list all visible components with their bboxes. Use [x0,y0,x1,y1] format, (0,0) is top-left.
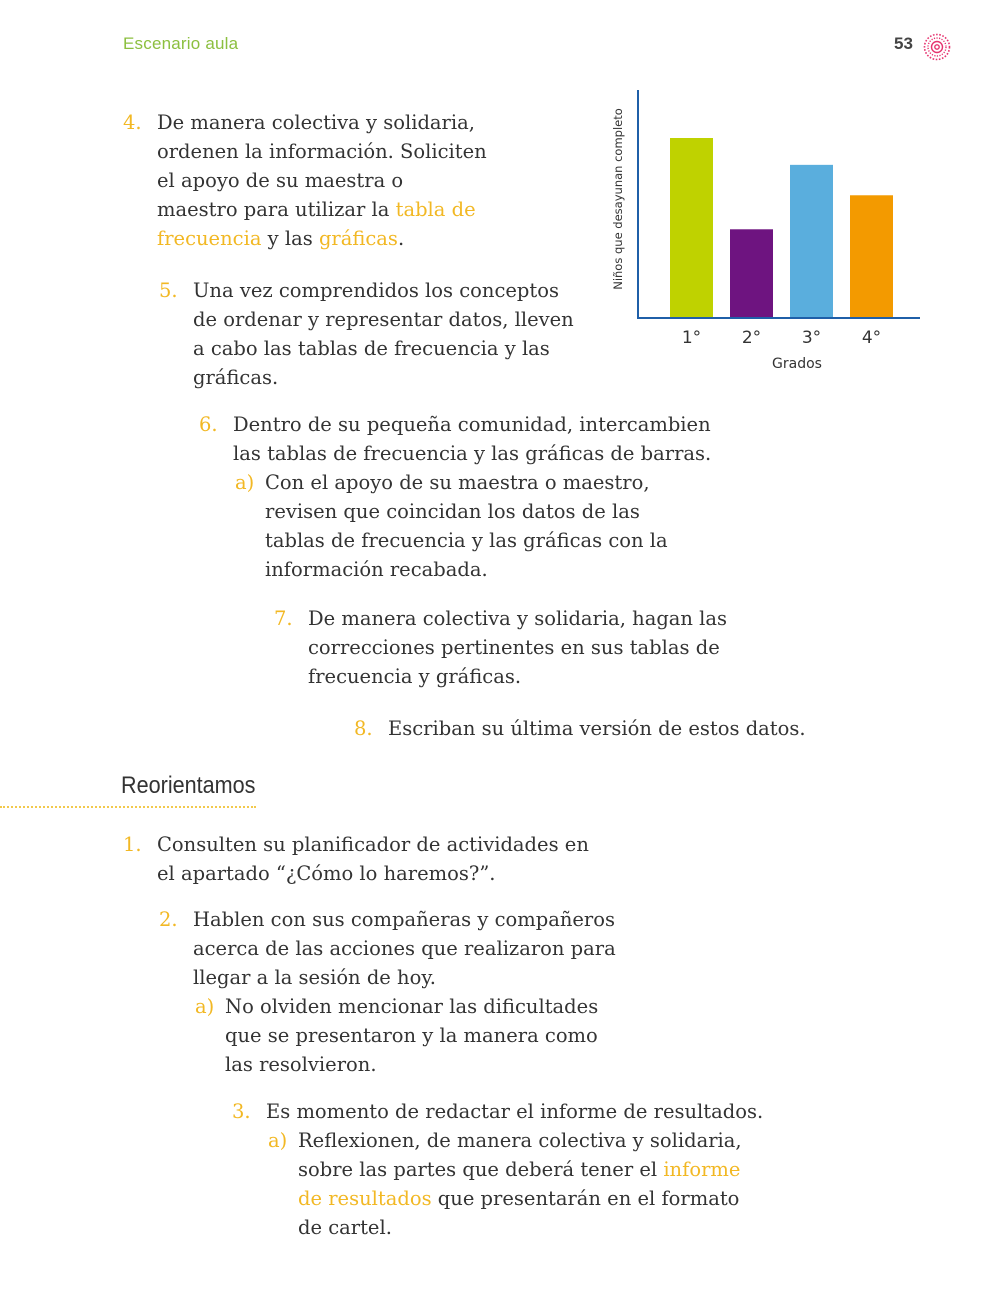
text-line: maestro para utilizar la tabla de [157,198,476,221]
text-line: de cartel. [298,1216,392,1239]
text-line: ordenen la información. Soliciten [157,140,487,163]
text-line: tablas de frecuencia y las gráficas con la [265,529,668,552]
text-line: Con el apoyo de su maestra o maestro, [265,471,650,494]
highlight-term: frecuencia [157,227,262,250]
x-tick-label: 2° [741,328,762,348]
substep-letter: a) [195,995,215,1018]
step-5 [159,276,574,392]
step-7 [274,604,727,691]
x-axis-label: Grados [772,356,822,372]
text-line: llegar a la sesión de hoy. [193,966,436,989]
text-line: Hablen con sus compañeras y compañeros [193,908,615,931]
step-number: 3. [232,1100,251,1123]
page-number: 53 [894,34,913,53]
text-line: frecuencia y gráficas. [308,665,522,688]
text-line: de ordenar y representar datos, lleven [193,308,574,331]
bar-3 [790,165,833,317]
text-line: Dentro de su pequeña comunidad, intercambien [233,413,711,436]
text-line: De manera colectiva y solidaria, [157,111,475,134]
text-line: gráficas. [193,366,279,389]
step-number: 5. [159,279,178,302]
step-8 [354,714,806,743]
text-line: Una vez comprendidos los conceptos [193,279,559,302]
section-divider [0,806,256,808]
step-number: 2. [159,908,178,931]
highlight-term: de resultados [298,1187,432,1210]
text-line: Es momento de redactar el informe de resultados. [266,1100,764,1123]
bar-1 [670,138,713,317]
text-line: Consulten su planificador de actividades en [157,833,589,856]
text-line: acerca de las acciones que realizaron para [193,937,616,960]
bar-4 [850,195,893,317]
reorient-step-2a [195,992,598,1079]
substep-letter: a) [268,1129,288,1152]
step-number: 7. [274,607,293,630]
step-6a [235,468,668,584]
text-line: No olviden mencionar las dificultades [225,995,599,1018]
bar-2 [730,229,773,317]
text-line: el apartado “¿Cómo lo haremos?”. [157,862,496,885]
reorient-step-1 [123,830,589,888]
text-line: que se presentaron y la manera como [225,1024,598,1047]
substep-letter: a) [235,471,255,494]
text-line: el apoyo de su maestra o [157,169,404,192]
step-number: 1. [123,833,142,856]
step-number: 4. [123,111,142,134]
ornament-icon [922,32,952,62]
bar-chart [600,80,930,380]
highlight-term: informe [663,1158,741,1181]
highlight-term: tabla de [395,198,476,221]
text-line: revisen que coincidan los datos de las [265,500,640,523]
step-4 [123,108,487,253]
x-tick-label: 1° [681,328,702,348]
text-line: Escriban su última versión de estos datos. [388,717,806,740]
text-line: a cabo las tablas de frecuencia y las [193,337,550,360]
section-header: Escenario aula [123,34,239,53]
text-line: las tablas de frecuencia y las gráficas de barras. [233,442,712,465]
section-title: Reorientamos [121,772,256,799]
x-tick-label: 3° [801,328,822,348]
text-line: sobre las partes que deberá tener el informe [298,1158,741,1181]
text-line: frecuencia y las gráficas. [157,227,405,250]
text-line: las resolvieron. [225,1053,377,1076]
x-tick-label: 4° [861,328,882,348]
step-number: 6. [199,413,218,436]
bar-chart-svg [600,80,930,380]
text-line: de resultados que presentarán en el formato [298,1187,740,1210]
step-6 [199,410,711,468]
highlight-term: gráficas [318,227,398,250]
reorient-step-3 [232,1097,763,1126]
text-line: información recabada. [265,558,488,581]
text-line: Reflexionen, de manera colectiva y solidaria, [298,1129,742,1152]
y-axis-label: Niños que desayunan completo [611,108,625,290]
step-number: 8. [354,717,373,740]
text-line: De manera colectiva y solidaria, hagan las [308,607,728,630]
reorient-step-3a [268,1126,742,1242]
reorient-step-2 [159,905,616,992]
text-line: correcciones pertinentes en sus tablas de [308,636,720,659]
